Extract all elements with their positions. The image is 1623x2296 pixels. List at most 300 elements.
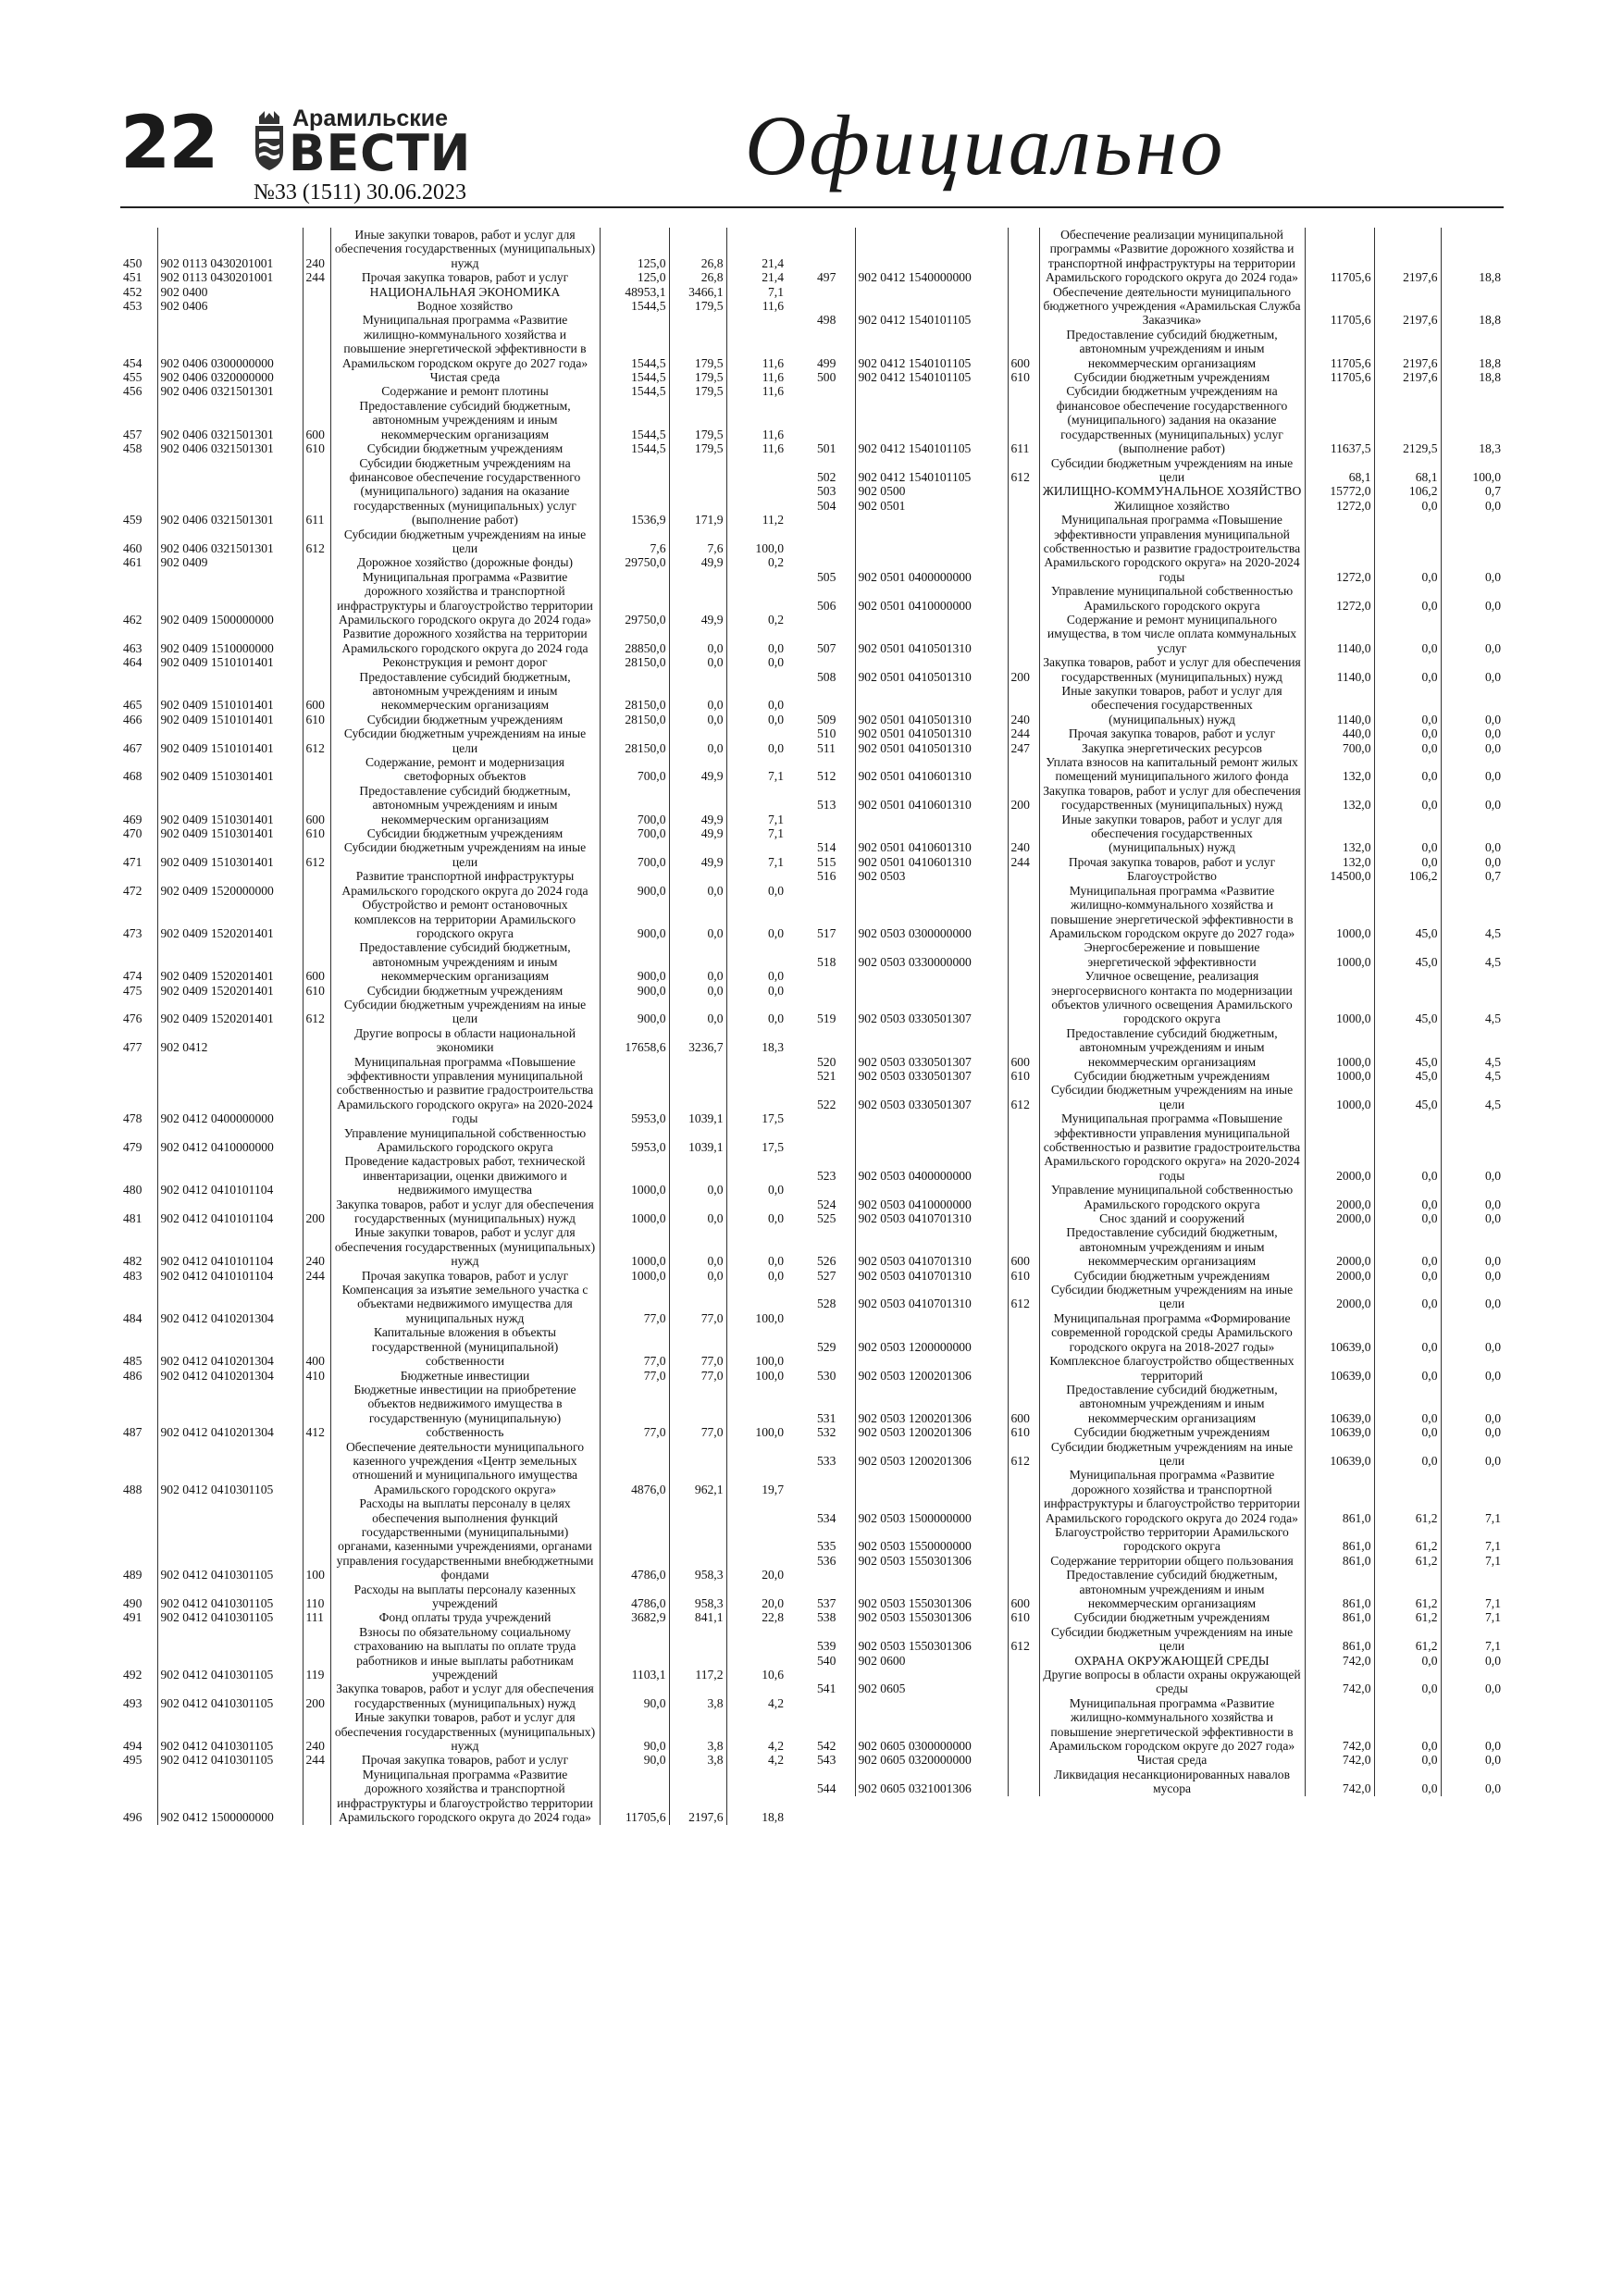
row-name: Субсидии бюджетным учреждениям на иные цели bbox=[1039, 1283, 1305, 1311]
expense-type-code bbox=[1008, 1211, 1039, 1225]
row-name: Прочая закупка товаров, работ и услуг bbox=[330, 1269, 600, 1283]
row-code: 902 0503 1200201306 bbox=[855, 1354, 1008, 1383]
executed-amount: 1039,1 bbox=[669, 1126, 726, 1155]
expense-type-code: 244 bbox=[1008, 726, 1039, 740]
row-code: 902 0409 1510000000 bbox=[157, 627, 303, 655]
execution-percent: 0,0 bbox=[1441, 1768, 1504, 1796]
row-number: 534 bbox=[817, 1510, 836, 1525]
row-code: 902 0503 0330000000 bbox=[855, 940, 1008, 969]
table-row bbox=[814, 1111, 1504, 1183]
execution-percent: 0,7 bbox=[1441, 484, 1504, 498]
row-number: 464 bbox=[123, 655, 142, 670]
row-number: 510 bbox=[817, 726, 836, 741]
executed-amount: 77,0 bbox=[669, 1325, 726, 1368]
row-name: Иные закупки товаров, работ и услуг для обеспечения государственных (муниципальных) нужд bbox=[330, 228, 600, 270]
executed-amount: 0,0 bbox=[1374, 1211, 1441, 1225]
row-code: 902 0605 bbox=[855, 1668, 1008, 1696]
table-row bbox=[814, 741, 1504, 755]
execution-percent: 100,0 bbox=[726, 1369, 787, 1383]
row-number: 484 bbox=[123, 1310, 142, 1325]
executed-amount: 179,5 bbox=[669, 370, 726, 384]
expense-type-code bbox=[1008, 940, 1039, 969]
row-name: ЖИЛИЩНО-КОММУНАЛЬНОЕ ХОЗЯЙСТВО bbox=[1039, 484, 1305, 498]
executed-amount: 0,0 bbox=[669, 726, 726, 755]
row-number: 468 bbox=[123, 769, 142, 784]
planned-amount: 742,0 bbox=[1305, 1668, 1374, 1696]
row-code: 902 0501 0400000000 bbox=[855, 513, 1008, 584]
row-number: 479 bbox=[123, 1140, 142, 1154]
row-name: Бюджетные инвестиции bbox=[330, 1369, 600, 1383]
planned-amount: 700,0 bbox=[600, 755, 669, 784]
planned-amount: 10639,0 bbox=[1305, 1383, 1374, 1425]
row-name: Взносы по обязательному социальному страхованию на выплаты по оплате труда работников и иные выплаты работникам учреждений bbox=[330, 1625, 600, 1682]
row-name: Прочая закупка товаров, работ и услуг bbox=[1039, 726, 1305, 740]
budget-table-right bbox=[814, 228, 1504, 1796]
execution-percent: 18,3 bbox=[726, 1026, 787, 1055]
row-code: 902 0406 0321501301 bbox=[157, 399, 303, 441]
table-row bbox=[120, 784, 787, 826]
planned-amount: 700,0 bbox=[600, 826, 669, 840]
executed-amount: 0,0 bbox=[1374, 1269, 1441, 1283]
planned-amount: 5953,0 bbox=[600, 1126, 669, 1155]
expense-type-code: 610 bbox=[303, 984, 330, 998]
expense-type-code: 611 bbox=[303, 456, 330, 527]
expense-type-code bbox=[1008, 613, 1039, 655]
executed-amount: 3,8 bbox=[669, 1710, 726, 1753]
expense-type-code: 244 bbox=[303, 1753, 330, 1767]
row-code: 902 0113 0430201001 bbox=[157, 228, 303, 270]
row-code: 902 0412 1540101105 bbox=[855, 285, 1008, 328]
row-number: 482 bbox=[123, 1254, 142, 1269]
executed-amount: 179,5 bbox=[669, 441, 726, 455]
execution-percent: 0,0 bbox=[1441, 1354, 1504, 1383]
row-name: Субсидии бюджетным учреждениям на иные цели bbox=[1039, 1440, 1305, 1469]
row-name: Прочая закупка товаров, работ и услуг bbox=[1039, 855, 1305, 869]
executed-amount: 2197,6 bbox=[669, 1768, 726, 1825]
planned-amount: 132,0 bbox=[1305, 855, 1374, 869]
expense-type-code: 610 bbox=[303, 713, 330, 726]
planned-amount: 132,0 bbox=[1305, 813, 1374, 855]
planned-amount: 10639,0 bbox=[1305, 1354, 1374, 1383]
row-code: 902 0409 bbox=[157, 555, 303, 569]
planned-amount: 1544,5 bbox=[600, 441, 669, 455]
row-code: 902 0412 0410301105 bbox=[157, 1710, 303, 1753]
table-row bbox=[120, 1753, 787, 1767]
row-name: Предоставление субсидий бюджетным, автономным учреждениям и иным некоммерческим организациям bbox=[330, 784, 600, 826]
expense-type-code bbox=[1008, 884, 1039, 941]
table-row bbox=[814, 655, 1504, 684]
row-number: 485 bbox=[123, 1354, 142, 1369]
executed-amount: 0,0 bbox=[669, 1269, 726, 1283]
executed-amount: 61,2 bbox=[1374, 1625, 1441, 1654]
executed-amount: 0,0 bbox=[669, 940, 726, 983]
row-name: Предоставление субсидий бюджетным, автономным учреждениям и иным некоммерческим организациям bbox=[1039, 1383, 1305, 1425]
executed-amount: 841,1 bbox=[669, 1610, 726, 1624]
table-row bbox=[120, 869, 787, 898]
table-row bbox=[120, 1610, 787, 1624]
executed-amount: 0,0 bbox=[1374, 1696, 1441, 1754]
planned-amount: 48953,1 bbox=[600, 285, 669, 299]
expense-type-code bbox=[303, 285, 330, 299]
row-number: 532 bbox=[817, 1425, 836, 1440]
executed-amount: 106,2 bbox=[1374, 484, 1441, 498]
row-name: Ликвидация несанкционированных навалов мусора bbox=[1039, 1768, 1305, 1796]
row-code: 902 0406 bbox=[157, 299, 303, 313]
executed-amount: 0,0 bbox=[1374, 1354, 1441, 1383]
executed-amount: 0,0 bbox=[1374, 613, 1441, 655]
planned-amount: 440,0 bbox=[1305, 726, 1374, 740]
execution-percent: 0,0 bbox=[1441, 1425, 1504, 1439]
row-number: 493 bbox=[123, 1695, 142, 1710]
row-name: ОХРАНА ОКРУЖАЮЩЕЙ СРЕДЫ bbox=[1039, 1654, 1305, 1668]
expense-type-code bbox=[1008, 1753, 1039, 1767]
row-code: 902 0406 0321501301 bbox=[157, 456, 303, 527]
execution-percent: 4,2 bbox=[726, 1710, 787, 1753]
row-name: Субсидии бюджетным учреждениям bbox=[1039, 370, 1305, 384]
executed-amount: 0,0 bbox=[669, 1225, 726, 1268]
planned-amount: 2000,0 bbox=[1305, 1183, 1374, 1211]
planned-amount: 10639,0 bbox=[1305, 1311, 1374, 1354]
row-code: 902 0605 0321001306 bbox=[855, 1768, 1008, 1796]
execution-percent: 0,0 bbox=[726, 1154, 787, 1197]
row-code: 902 0501 0410601310 bbox=[855, 813, 1008, 855]
row-name: Иные закупки товаров, работ и услуг для обеспечения государственных (муниципальных) нужд bbox=[330, 1710, 600, 1753]
row-code: 902 0412 0410301105 bbox=[157, 1682, 303, 1710]
planned-amount: 4876,0 bbox=[600, 1440, 669, 1497]
planned-amount: 700,0 bbox=[600, 784, 669, 826]
row-code: 902 0503 1200201306 bbox=[855, 1425, 1008, 1439]
execution-percent: 0,0 bbox=[1441, 513, 1504, 584]
row-number: 489 bbox=[123, 1568, 142, 1582]
row-code: 902 0409 1520201401 bbox=[157, 940, 303, 983]
executed-amount: 179,5 bbox=[669, 399, 726, 441]
executed-amount: 45,0 bbox=[1374, 884, 1441, 941]
row-name: Субсидии бюджетным учреждениям bbox=[1039, 1269, 1305, 1283]
table-row bbox=[814, 370, 1504, 384]
row-code: 902 0406 0321501301 bbox=[157, 441, 303, 455]
table-row bbox=[814, 1668, 1504, 1696]
table-row bbox=[814, 1211, 1504, 1225]
planned-amount: 1544,5 bbox=[600, 370, 669, 384]
planned-amount: 125,0 bbox=[600, 228, 669, 270]
row-code: 902 0113 0430201001 bbox=[157, 270, 303, 284]
expense-type-code bbox=[1008, 969, 1039, 1026]
execution-percent: 0,0 bbox=[726, 940, 787, 983]
planned-amount: 90,0 bbox=[600, 1710, 669, 1753]
execution-percent: 0,0 bbox=[726, 1225, 787, 1268]
execution-percent: 0,0 bbox=[1441, 1211, 1504, 1225]
table-row bbox=[120, 1154, 787, 1197]
executed-amount: 0,0 bbox=[1374, 584, 1441, 613]
execution-percent: 0,0 bbox=[1441, 1269, 1504, 1283]
expense-type-code bbox=[303, 384, 330, 398]
execution-percent: 11,6 bbox=[726, 399, 787, 441]
planned-amount: 15772,0 bbox=[1305, 484, 1374, 498]
execution-percent: 10,6 bbox=[726, 1625, 787, 1682]
row-name: Субсидии бюджетным учреждениям bbox=[330, 441, 600, 455]
planned-amount: 2000,0 bbox=[1305, 1283, 1374, 1311]
row-number: 527 bbox=[817, 1268, 836, 1283]
row-code: 902 0409 1520201401 bbox=[157, 984, 303, 998]
execution-percent: 7,1 bbox=[726, 840, 787, 869]
row-name: Иные закупки товаров, работ и услуг для обеспечения государственных (муниципальных) нужд bbox=[1039, 684, 1305, 726]
execution-percent: 0,0 bbox=[1441, 784, 1504, 813]
row-name: Жилищное хозяйство bbox=[1039, 499, 1305, 513]
row-name: Субсидии бюджетным учреждениям на иные цели bbox=[1039, 1625, 1305, 1654]
row-name: Прочая закупка товаров, работ и услуг bbox=[330, 270, 600, 284]
expense-type-code: 100 bbox=[303, 1496, 330, 1582]
table-row bbox=[814, 969, 1504, 1026]
row-code: 902 0412 1540000000 bbox=[855, 228, 1008, 285]
row-code: 902 0412 0410101104 bbox=[157, 1269, 303, 1283]
row-name: Управление муниципальной собственностью Арамильского городского округа bbox=[1039, 584, 1305, 613]
planned-amount: 1000,0 bbox=[600, 1198, 669, 1226]
row-number: 460 bbox=[123, 540, 142, 555]
planned-amount: 1000,0 bbox=[600, 1269, 669, 1283]
row-number: 477 bbox=[123, 1040, 142, 1055]
execution-percent: 0,0 bbox=[1441, 741, 1504, 755]
table-row bbox=[814, 755, 1504, 784]
planned-amount: 11637,5 bbox=[1305, 384, 1374, 455]
executed-amount: 0,0 bbox=[1374, 1311, 1441, 1354]
planned-amount: 4786,0 bbox=[600, 1496, 669, 1582]
execution-percent: 0,2 bbox=[726, 555, 787, 569]
row-name: Снос зданий и сооружений bbox=[1039, 1211, 1305, 1225]
planned-amount: 2000,0 bbox=[1305, 1269, 1374, 1283]
expense-type-code bbox=[1008, 1654, 1039, 1668]
row-name: Уличное освещение, реализация энергосервисного контакта по модернизации объектов уличного освещения Арамильского городского округа bbox=[1039, 969, 1305, 1026]
row-name: Водное хозяйство bbox=[330, 299, 600, 313]
row-code: 902 0600 bbox=[855, 1654, 1008, 1668]
row-number: 455 bbox=[123, 370, 142, 385]
row-number: 514 bbox=[817, 840, 836, 855]
executed-amount: 962,1 bbox=[669, 1440, 726, 1497]
planned-amount: 900,0 bbox=[600, 998, 669, 1026]
executed-amount: 3,8 bbox=[669, 1682, 726, 1710]
execution-percent: 0,7 bbox=[1441, 869, 1504, 883]
row-name: Муниципальная программа «Повышение эффективности управления муниципальной собственностью и развитие градостроительства Арамильского городского округа» на 2020-2024 годы bbox=[1039, 1111, 1305, 1183]
planned-amount: 861,0 bbox=[1305, 1525, 1374, 1554]
planned-amount: 68,1 bbox=[1305, 456, 1374, 485]
row-number: 505 bbox=[817, 569, 836, 584]
execution-percent: 100,0 bbox=[726, 1325, 787, 1368]
row-code: 902 0412 1540101105 bbox=[855, 384, 1008, 455]
expense-type-code bbox=[303, 1026, 330, 1055]
expense-type-code: 244 bbox=[303, 1269, 330, 1283]
execution-percent: 0,0 bbox=[726, 869, 787, 898]
table-row bbox=[120, 299, 787, 313]
table-row bbox=[120, 1225, 787, 1268]
expense-type-code bbox=[1008, 1183, 1039, 1211]
expense-type-code: 600 bbox=[1008, 328, 1039, 370]
row-number: 515 bbox=[817, 854, 836, 869]
row-name: Предоставление субсидий бюджетным, автономным учреждениям и иным некоммерческим организациям bbox=[330, 399, 600, 441]
row-code: 902 0406 0320000000 bbox=[157, 370, 303, 384]
table-row bbox=[814, 1610, 1504, 1624]
row-code: 902 0503 1500000000 bbox=[855, 1468, 1008, 1525]
row-number: 541 bbox=[817, 1682, 836, 1696]
row-number: 540 bbox=[817, 1653, 836, 1668]
expense-type-code bbox=[1008, 755, 1039, 784]
table-row bbox=[814, 1425, 1504, 1439]
executed-amount: 26,8 bbox=[669, 270, 726, 284]
table-row bbox=[120, 1383, 787, 1440]
table-row bbox=[814, 1753, 1504, 1767]
executed-amount: 0,0 bbox=[1374, 1753, 1441, 1767]
row-name: Предоставление субсидий бюджетным, автономным учреждениям и иным некоммерческим организациям bbox=[1039, 1225, 1305, 1268]
planned-amount: 1000,0 bbox=[1305, 1069, 1374, 1083]
row-code: 902 0412 0410301105 bbox=[157, 1753, 303, 1767]
row-name: Предоставление субсидий бюджетным, автономным учреждениям и иным некоммерческим организациям bbox=[1039, 1026, 1305, 1069]
planned-amount: 1544,5 bbox=[600, 313, 669, 370]
expense-type-code: 119 bbox=[303, 1625, 330, 1682]
execution-percent: 100,0 bbox=[726, 1283, 787, 1325]
executed-amount: 0,0 bbox=[669, 984, 726, 998]
planned-amount: 77,0 bbox=[600, 1369, 669, 1383]
table-row bbox=[814, 456, 1504, 485]
executed-amount: 0,0 bbox=[669, 1198, 726, 1226]
planned-amount: 3682,9 bbox=[600, 1610, 669, 1624]
execution-percent: 11,2 bbox=[726, 456, 787, 527]
row-number: 481 bbox=[123, 1211, 142, 1226]
row-number: 472 bbox=[123, 883, 142, 898]
row-number: 502 bbox=[817, 469, 836, 484]
executed-amount: 179,5 bbox=[669, 384, 726, 398]
row-number: 466 bbox=[123, 712, 142, 726]
executed-amount: 2197,6 bbox=[1374, 328, 1441, 370]
row-number: 451 bbox=[123, 270, 142, 285]
row-code: 902 0503 0330501307 bbox=[855, 1069, 1008, 1083]
expense-type-code: 612 bbox=[1008, 1625, 1039, 1654]
row-name: Энергосбережение и повышение энергетической эффективности bbox=[1039, 940, 1305, 969]
expense-type-code bbox=[303, 570, 330, 627]
planned-amount: 1536,9 bbox=[600, 456, 669, 527]
expense-type-code: 612 bbox=[1008, 1440, 1039, 1469]
row-number: 542 bbox=[817, 1739, 836, 1754]
row-number: 456 bbox=[123, 384, 142, 399]
planned-amount: 900,0 bbox=[600, 984, 669, 998]
row-name: Иные закупки товаров, работ и услуг для обеспечения государственных (муниципальных) нужд bbox=[1039, 813, 1305, 855]
table-row bbox=[120, 1768, 787, 1825]
execution-percent: 4,5 bbox=[1441, 1026, 1504, 1069]
row-number: 467 bbox=[123, 740, 142, 755]
row-number: 487 bbox=[123, 1425, 142, 1440]
row-number: 543 bbox=[817, 1753, 836, 1768]
table-row bbox=[120, 1682, 787, 1710]
row-name: Содержание территории общего пользования bbox=[1039, 1554, 1305, 1568]
planned-amount: 861,0 bbox=[1305, 1468, 1374, 1525]
executed-amount: 171,9 bbox=[669, 456, 726, 527]
planned-amount: 11705,6 bbox=[1305, 285, 1374, 328]
execution-percent: 4,5 bbox=[1441, 969, 1504, 1026]
row-code: 902 0412 1540101105 bbox=[855, 370, 1008, 384]
row-name: Закупка товаров, работ и услуг для обеспечения государственных (муниципальных) нужд bbox=[1039, 784, 1305, 813]
execution-percent: 19,7 bbox=[726, 1440, 787, 1497]
executed-amount: 49,9 bbox=[669, 826, 726, 840]
row-number: 465 bbox=[123, 698, 142, 713]
table-row bbox=[814, 499, 1504, 513]
row-code: 902 0412 0410301105 bbox=[157, 1582, 303, 1611]
table-row bbox=[120, 627, 787, 655]
planned-amount: 29750,0 bbox=[600, 570, 669, 627]
row-number: 536 bbox=[817, 1553, 836, 1568]
executed-amount: 2197,6 bbox=[1374, 285, 1441, 328]
row-code: 902 0406 0321501301 bbox=[157, 527, 303, 556]
expense-type-code: 240 bbox=[1008, 813, 1039, 855]
expense-type-code: 610 bbox=[1008, 1269, 1039, 1283]
execution-percent: 100,0 bbox=[726, 527, 787, 556]
row-number: 452 bbox=[123, 284, 142, 299]
table-row bbox=[120, 527, 787, 556]
table-row bbox=[814, 813, 1504, 855]
execution-percent: 20,0 bbox=[726, 1496, 787, 1582]
table-row bbox=[120, 1440, 787, 1497]
expense-type-code bbox=[1008, 1696, 1039, 1754]
row-code: 902 0503 0410701310 bbox=[855, 1211, 1008, 1225]
expense-type-code bbox=[1008, 1525, 1039, 1554]
expense-type-code bbox=[1008, 869, 1039, 883]
row-number: 520 bbox=[817, 1054, 836, 1069]
executed-amount: 0,0 bbox=[669, 898, 726, 940]
row-number: 457 bbox=[123, 427, 142, 441]
row-number: 459 bbox=[123, 513, 142, 527]
row-name: Содержание и ремонт плотины bbox=[330, 384, 600, 398]
execution-percent: 0,0 bbox=[1441, 1111, 1504, 1183]
table-row bbox=[814, 1354, 1504, 1383]
execution-percent: 4,5 bbox=[1441, 1069, 1504, 1083]
table-row bbox=[120, 1283, 787, 1325]
row-code: 902 0412 0410101104 bbox=[157, 1154, 303, 1197]
executed-amount: 179,5 bbox=[669, 313, 726, 370]
execution-percent: 4,2 bbox=[726, 1682, 787, 1710]
executed-amount: 0,0 bbox=[669, 998, 726, 1026]
row-code: 902 0412 0410301105 bbox=[157, 1625, 303, 1682]
table-row bbox=[120, 713, 787, 726]
row-code: 902 0412 0410301105 bbox=[157, 1610, 303, 1624]
table-row bbox=[814, 1568, 1504, 1610]
planned-amount: 28150,0 bbox=[600, 726, 669, 755]
table-row bbox=[120, 1496, 787, 1582]
table-row bbox=[120, 670, 787, 713]
table-row bbox=[120, 998, 787, 1026]
row-number: 480 bbox=[123, 1183, 142, 1198]
row-code: 902 0503 1550301306 bbox=[855, 1568, 1008, 1610]
row-code: 902 0503 0300000000 bbox=[855, 884, 1008, 941]
execution-percent: 4,5 bbox=[1441, 884, 1504, 941]
expense-type-code: 600 bbox=[1008, 1225, 1039, 1268]
row-code: 902 0503 0410701310 bbox=[855, 1269, 1008, 1283]
expense-type-code: 610 bbox=[303, 826, 330, 840]
expense-type-code bbox=[303, 1440, 330, 1497]
row-code: 902 0503 1550301306 bbox=[855, 1625, 1008, 1654]
executed-amount: 45,0 bbox=[1374, 940, 1441, 969]
row-name: Субсидии бюджетным учреждениям на иные цели bbox=[330, 527, 600, 556]
planned-amount: 1544,5 bbox=[600, 399, 669, 441]
row-number: 516 bbox=[817, 869, 836, 884]
table-row bbox=[120, 1710, 787, 1753]
row-name: Компенсация за изъятие земельного участка с объектами недвижимого имущества для муниципальных нужд bbox=[330, 1283, 600, 1325]
table-row bbox=[120, 270, 787, 284]
row-code: 902 0503 0410701310 bbox=[855, 1225, 1008, 1268]
expense-type-code: 244 bbox=[1008, 855, 1039, 869]
expense-type-code bbox=[303, 1283, 330, 1325]
expense-type-code: 410 bbox=[303, 1369, 330, 1383]
table-row bbox=[814, 1554, 1504, 1568]
execution-percent: 7,1 bbox=[1441, 1625, 1504, 1654]
planned-amount: 132,0 bbox=[1305, 784, 1374, 813]
execution-percent: 0,0 bbox=[1441, 655, 1504, 684]
planned-amount: 861,0 bbox=[1305, 1625, 1374, 1654]
